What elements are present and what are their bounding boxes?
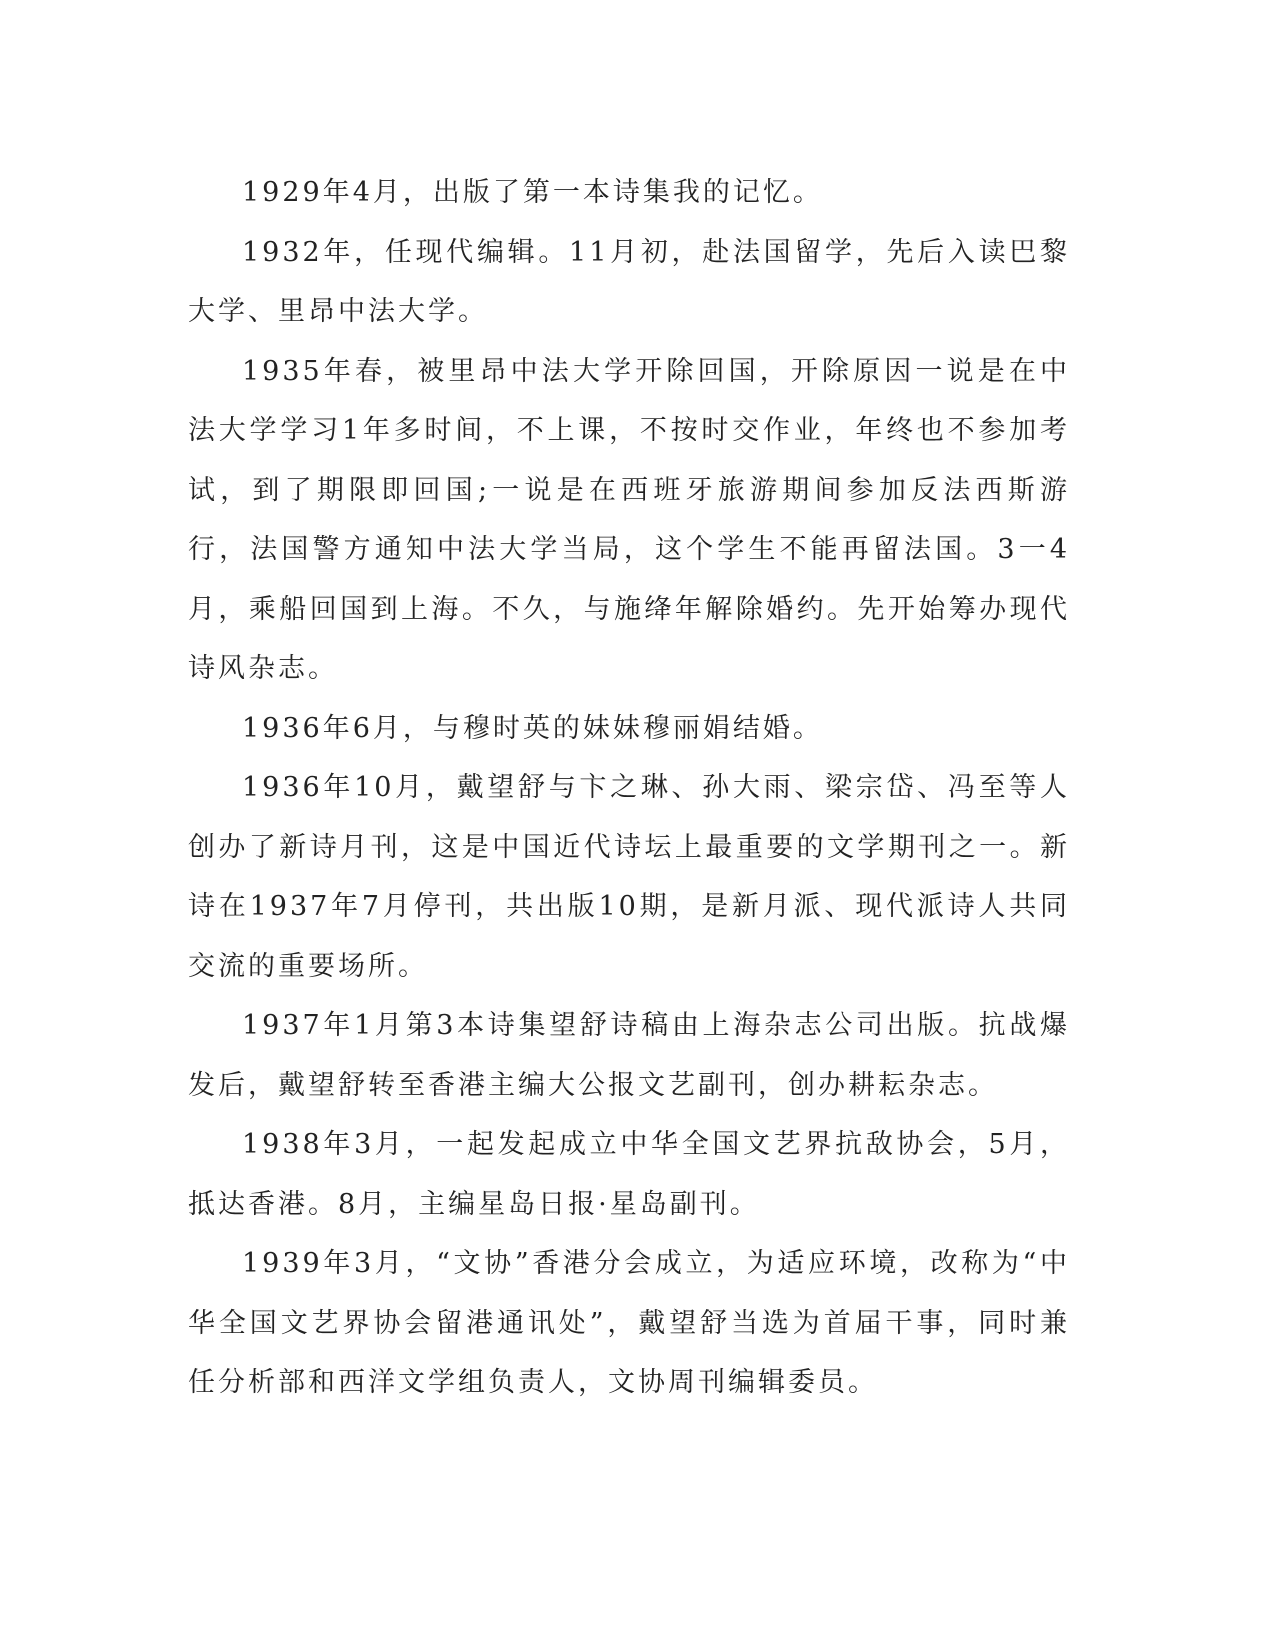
- paragraph-1939: 1939年3月，“文协”香港分会成立，为适应环境，改称为“中华全国文艺界协会留港通讯处”，戴望舒当选为首届干事，同时兼任分析部和西洋文学组负责人，文协周刊编辑委员。: [188, 1248, 1070, 1398]
- paragraph-1935: 1935年春，被里昂中法大学开除回国，开除原因一说是在中法大学学习1年多时间，不上课，不按时交作业，年终也不参加考试，到了期限即回国;一说是在西班牙旅游期间参加反法西斯游行，法国警方通知中法大学当局，这个学生不能再留法国。3一4月，乘船回国到上海。不久，与施绛年解除婚约。先开始筹办现代诗风杂志。: [188, 355, 1070, 684]
- paragraph-1936-june: 1936年6月，与穆时英的妹妹穆丽娟结婚。: [242, 712, 823, 744]
- document-body: [188, 163, 1070, 1413]
- paragraph-1937: 1937年1月第3本诗集望舒诗稿由上海杂志公司出版。抗战爆发后，戴望舒转至香港主编大公报文艺副刊，创办耕耘杂志。: [188, 1010, 1070, 1101]
- paragraph-1932: 1932年，任现代编辑。11月初，赴法国留学，先后入读巴黎大学、里昂中法大学。: [188, 236, 1070, 327]
- paragraph-1929: 1929年4月，出版了第一本诗集我的记忆。: [242, 177, 823, 208]
- paragraph-1938: 1938年3月，一起发起成立中华全国文艺界抗敌协会，5月，抵达香港。8月，主编星岛日报·星岛副刊。: [188, 1129, 1070, 1220]
- paragraph-1936-october: 1936年10月，戴望舒与卞之琳、孙大雨、梁宗岱、冯至等人创办了新诗月刊，这是中国近代诗坛上最重要的文学期刊之一。新诗在1937年7月停刊，共出版10期，是新月派、现代派诗人共同交流的重要场所。: [188, 772, 1070, 982]
